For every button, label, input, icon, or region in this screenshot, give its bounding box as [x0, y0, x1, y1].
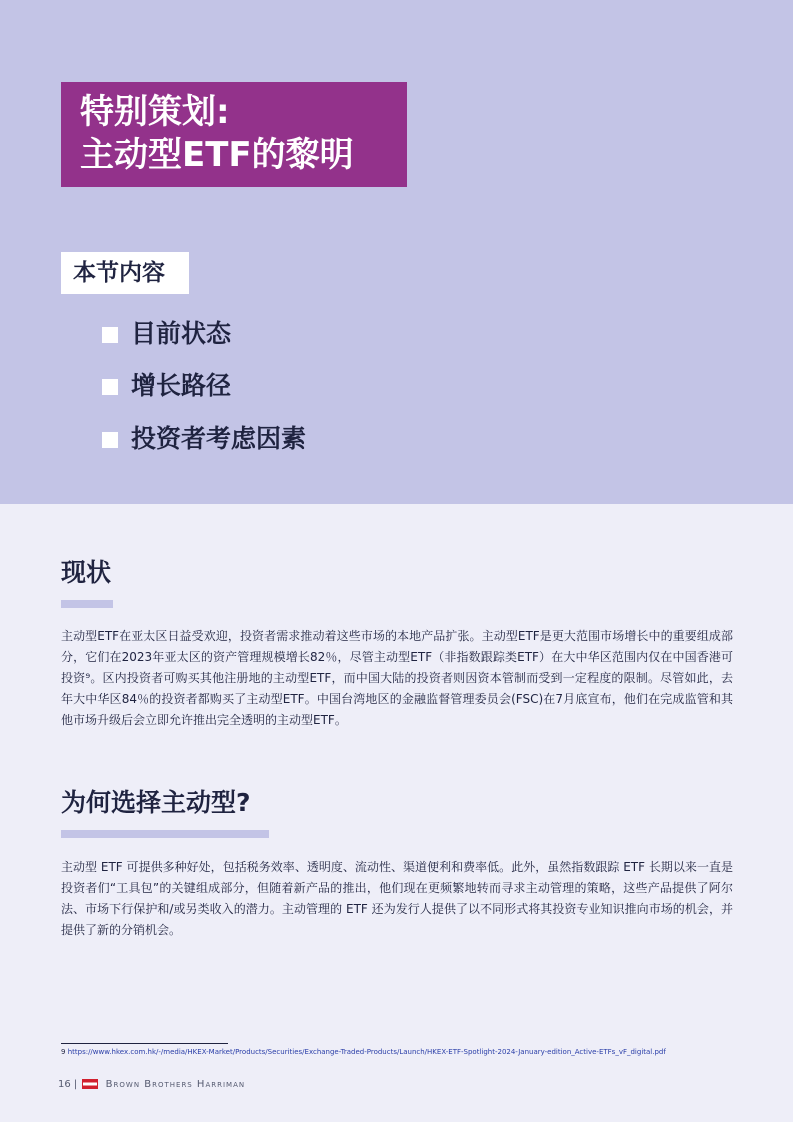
heading-underline-bar — [61, 600, 113, 608]
footnote-number: 9 — [61, 1048, 66, 1056]
brand-name: Brown Brothers Harriman — [105, 1079, 246, 1090]
bbh-flag-logo-icon — [82, 1079, 98, 1089]
toc-item-label: 目前状态 — [131, 319, 232, 348]
bullet-square-icon — [102, 327, 118, 343]
bullet-square-icon — [102, 432, 118, 448]
title-line-1: 特别策划: — [80, 92, 230, 132]
footer-separator: | — [73, 1079, 78, 1090]
hero-panel — [0, 0, 793, 504]
section-heading-why-active: 为何选择主动型? — [61, 788, 251, 817]
title-line-2: 主动型ETF的黎明 — [80, 135, 354, 175]
section-body-why-active: 主动型 ETF 可提供多种好处，包括税务效率、透明度、流动性、渠道便利和费率低。此外，虽然指数跟踪 ETF 长期以来一直是投资者们“工具包”的关键组成部分，但随着新产品的推出，他们现在更频繁地转而寻求主动管理的策略，这些产品提供了阿尔法、市场下行保护和/或另类收入的潜力。主动管理的 ETF 还为发行人提供了以不同形式将其投资专业知识推向市场的机会，并提供了新的分销机会。 — [61, 860, 733, 937]
footnote-rule — [61, 1043, 228, 1044]
heading-underline-bar — [61, 830, 269, 838]
toc-item-label: 增长路径 — [131, 371, 232, 400]
section-heading-status: 现状 — [61, 558, 112, 587]
bullet-square-icon — [102, 379, 118, 395]
page-number: 16 — [58, 1079, 71, 1090]
footnote — [61, 1047, 666, 1057]
section-body-status: 主动型ETF在亚太区日益受欢迎，投资者需求推动着这些市场的本地产品扩张。主动型ETF是更大范围市场增长中的重要组成部分，它们在2023年亚太区的资产管理规模增长82％，尽管主动型ETF（非指数跟踪类ETF）在大中华区范围内仅在中国香港可投资⁹。区内投资者可购买其他注册地的主动型ETF，而中国大陆的投资者则因资本管制而受到一定程度的限制。尽管如此，去年大中华区84％的投资者都购买了主动型ETF。中国台湾地区的金融监督管理委员会(FSC)在7月底宣布，他们在完成监管和其他市场升级后会立即允许推出完全透明的主动型ETF。 — [61, 629, 733, 727]
section-contents-label — [61, 252, 189, 294]
section-contents-text: 本节内容 — [73, 260, 165, 286]
footnote-link[interactable]: https://www.hkex.com.hk/-/media/HKEX-Market/Products/Securities/Exchange-Traded-Products/Launch/HKEX-ETF-Spotlight-2024-January-edition_Active-ETFs_vF_digital.pdf — [67, 1048, 666, 1056]
toc-item-label: 投资者考虑因素 — [131, 424, 307, 453]
page-footer — [58, 1078, 245, 1092]
title-banner — [61, 82, 407, 187]
